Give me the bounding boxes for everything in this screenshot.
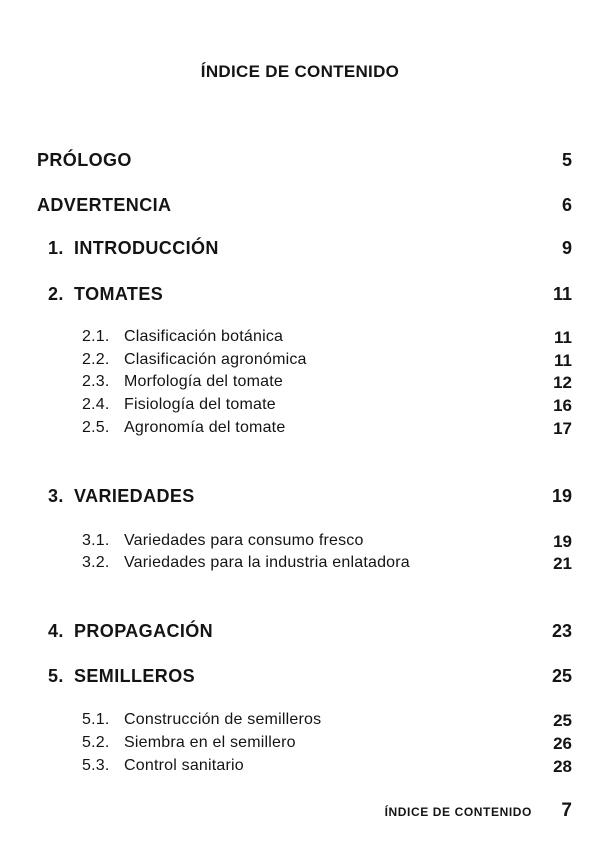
toc-entry-text: Fisiología del tomate	[124, 396, 276, 413]
toc-entry-page: 11	[552, 284, 572, 304]
toc-entry-label	[82, 711, 321, 729]
toc-entry-label	[82, 351, 307, 369]
toc-entry-text: Morfología del tomate	[124, 373, 283, 390]
toc-entry-number: 4.	[48, 621, 64, 641]
toc-entry-number: 2.2.	[82, 351, 110, 368]
toc-entry-page: 5	[561, 150, 572, 170]
toc-entry-number: 2.5.	[82, 419, 110, 436]
footer-running-title: ÍNDICE DE CONTENIDO	[384, 805, 532, 819]
page-footer	[0, 800, 600, 824]
toc-entry-2-2	[0, 351, 600, 375]
toc-entry-number: 2.3.	[82, 373, 110, 390]
toc-entry-3-1	[0, 532, 600, 556]
toc-entry-1	[0, 238, 600, 262]
toc-entry-number: 3.1.	[82, 532, 110, 549]
toc-entry-text: Siembra en el semillero	[124, 734, 296, 751]
toc-entry-text: TOMATES	[74, 284, 164, 304]
toc-entry-text: Variedades para la industria enlatadora	[124, 554, 410, 571]
toc-entry-page: 21	[553, 554, 572, 573]
toc-entry-page: 26	[553, 734, 572, 753]
toc-entry-page: 11	[554, 328, 572, 347]
toc-entry-5	[0, 666, 600, 690]
toc-entry-label	[82, 532, 364, 550]
footer-page-number: 7	[561, 800, 572, 821]
toc-entry-3-2	[0, 554, 600, 578]
toc-entry-number: 3.2.	[82, 554, 110, 571]
toc-entry-page: 23	[551, 621, 572, 641]
toc-entry-text: Construcción de semilleros	[124, 711, 322, 728]
toc-entry-label	[82, 757, 244, 775]
toc-entry-label	[82, 554, 410, 572]
toc-entry-label	[82, 396, 276, 414]
toc-entry-label	[48, 284, 163, 305]
toc-entry-number: 5.	[48, 666, 64, 686]
toc-entry-text: Variedades para consumo fresco	[124, 532, 364, 549]
toc-entry-label	[48, 621, 213, 642]
toc-entry-text: Clasificación agronómica	[124, 351, 307, 368]
toc-entry-page: 9	[561, 238, 572, 258]
toc-entry-page: 19	[553, 532, 572, 551]
toc-entry-page: 11	[554, 351, 572, 370]
toc-entry-number: 5.2.	[82, 734, 110, 751]
toc-entry-label	[82, 734, 296, 752]
page-title: ÍNDICE DE CONTENIDO	[200, 62, 400, 81]
toc-entry-page: 25	[551, 666, 572, 686]
toc-entry-label: PRÓLOGO	[37, 150, 132, 170]
toc-entry-number: 2.4.	[82, 396, 110, 413]
toc-entry-number: 3.	[48, 486, 64, 506]
toc-entry-5-2	[0, 734, 600, 758]
toc-entry-label	[48, 238, 219, 259]
toc-entry-text: VARIEDADES	[74, 486, 195, 506]
toc-entry-2-3	[0, 373, 600, 397]
toc-entry-page: 25	[553, 711, 572, 730]
toc-entry-label	[48, 486, 195, 507]
toc-entry-text: INTRODUCCIÓN	[74, 238, 219, 258]
toc-entry-5-1	[0, 711, 600, 735]
toc-entry-text: Control sanitario	[124, 757, 244, 774]
toc-entry-number: 1.	[48, 238, 64, 258]
toc-entry-page: 16	[553, 396, 572, 415]
toc-entry-label	[82, 419, 285, 437]
toc-entry-page: 19	[551, 486, 572, 506]
toc-entry-number: 2.1.	[82, 328, 110, 345]
toc-entry-2-5	[0, 419, 600, 443]
toc-entry-page: 28	[553, 757, 572, 776]
toc-entry-page: 6	[561, 195, 572, 215]
toc-entry-number: 5.1.	[82, 711, 110, 728]
toc-entry-text: Agronomía del tomate	[124, 419, 286, 436]
toc-entry-3	[0, 486, 600, 510]
toc-entry-5-3	[0, 757, 600, 781]
toc-entry-page: 12	[553, 373, 572, 392]
toc-entry-label	[48, 666, 195, 687]
toc-entry-2-1	[0, 328, 600, 352]
toc-entry-advertencia	[0, 195, 600, 219]
toc-entry-number: 2.	[48, 284, 64, 304]
toc-entry-label	[82, 373, 283, 391]
toc-entry-4	[0, 621, 600, 645]
toc-entry-text: SEMILLEROS	[74, 666, 196, 686]
toc-entry-page: 17	[553, 419, 572, 438]
toc-entry-prologo	[0, 150, 600, 174]
toc-entry-number: 5.3.	[82, 757, 110, 774]
toc-entry-text: Clasificación botánica	[124, 328, 284, 345]
toc-entry-text: PROPAGACIÓN	[74, 621, 214, 641]
toc-entry-label: ADVERTENCIA	[37, 195, 172, 215]
toc-entry-label	[82, 328, 283, 346]
toc-entry-2-4	[0, 396, 600, 420]
toc-entry-2	[0, 284, 600, 308]
